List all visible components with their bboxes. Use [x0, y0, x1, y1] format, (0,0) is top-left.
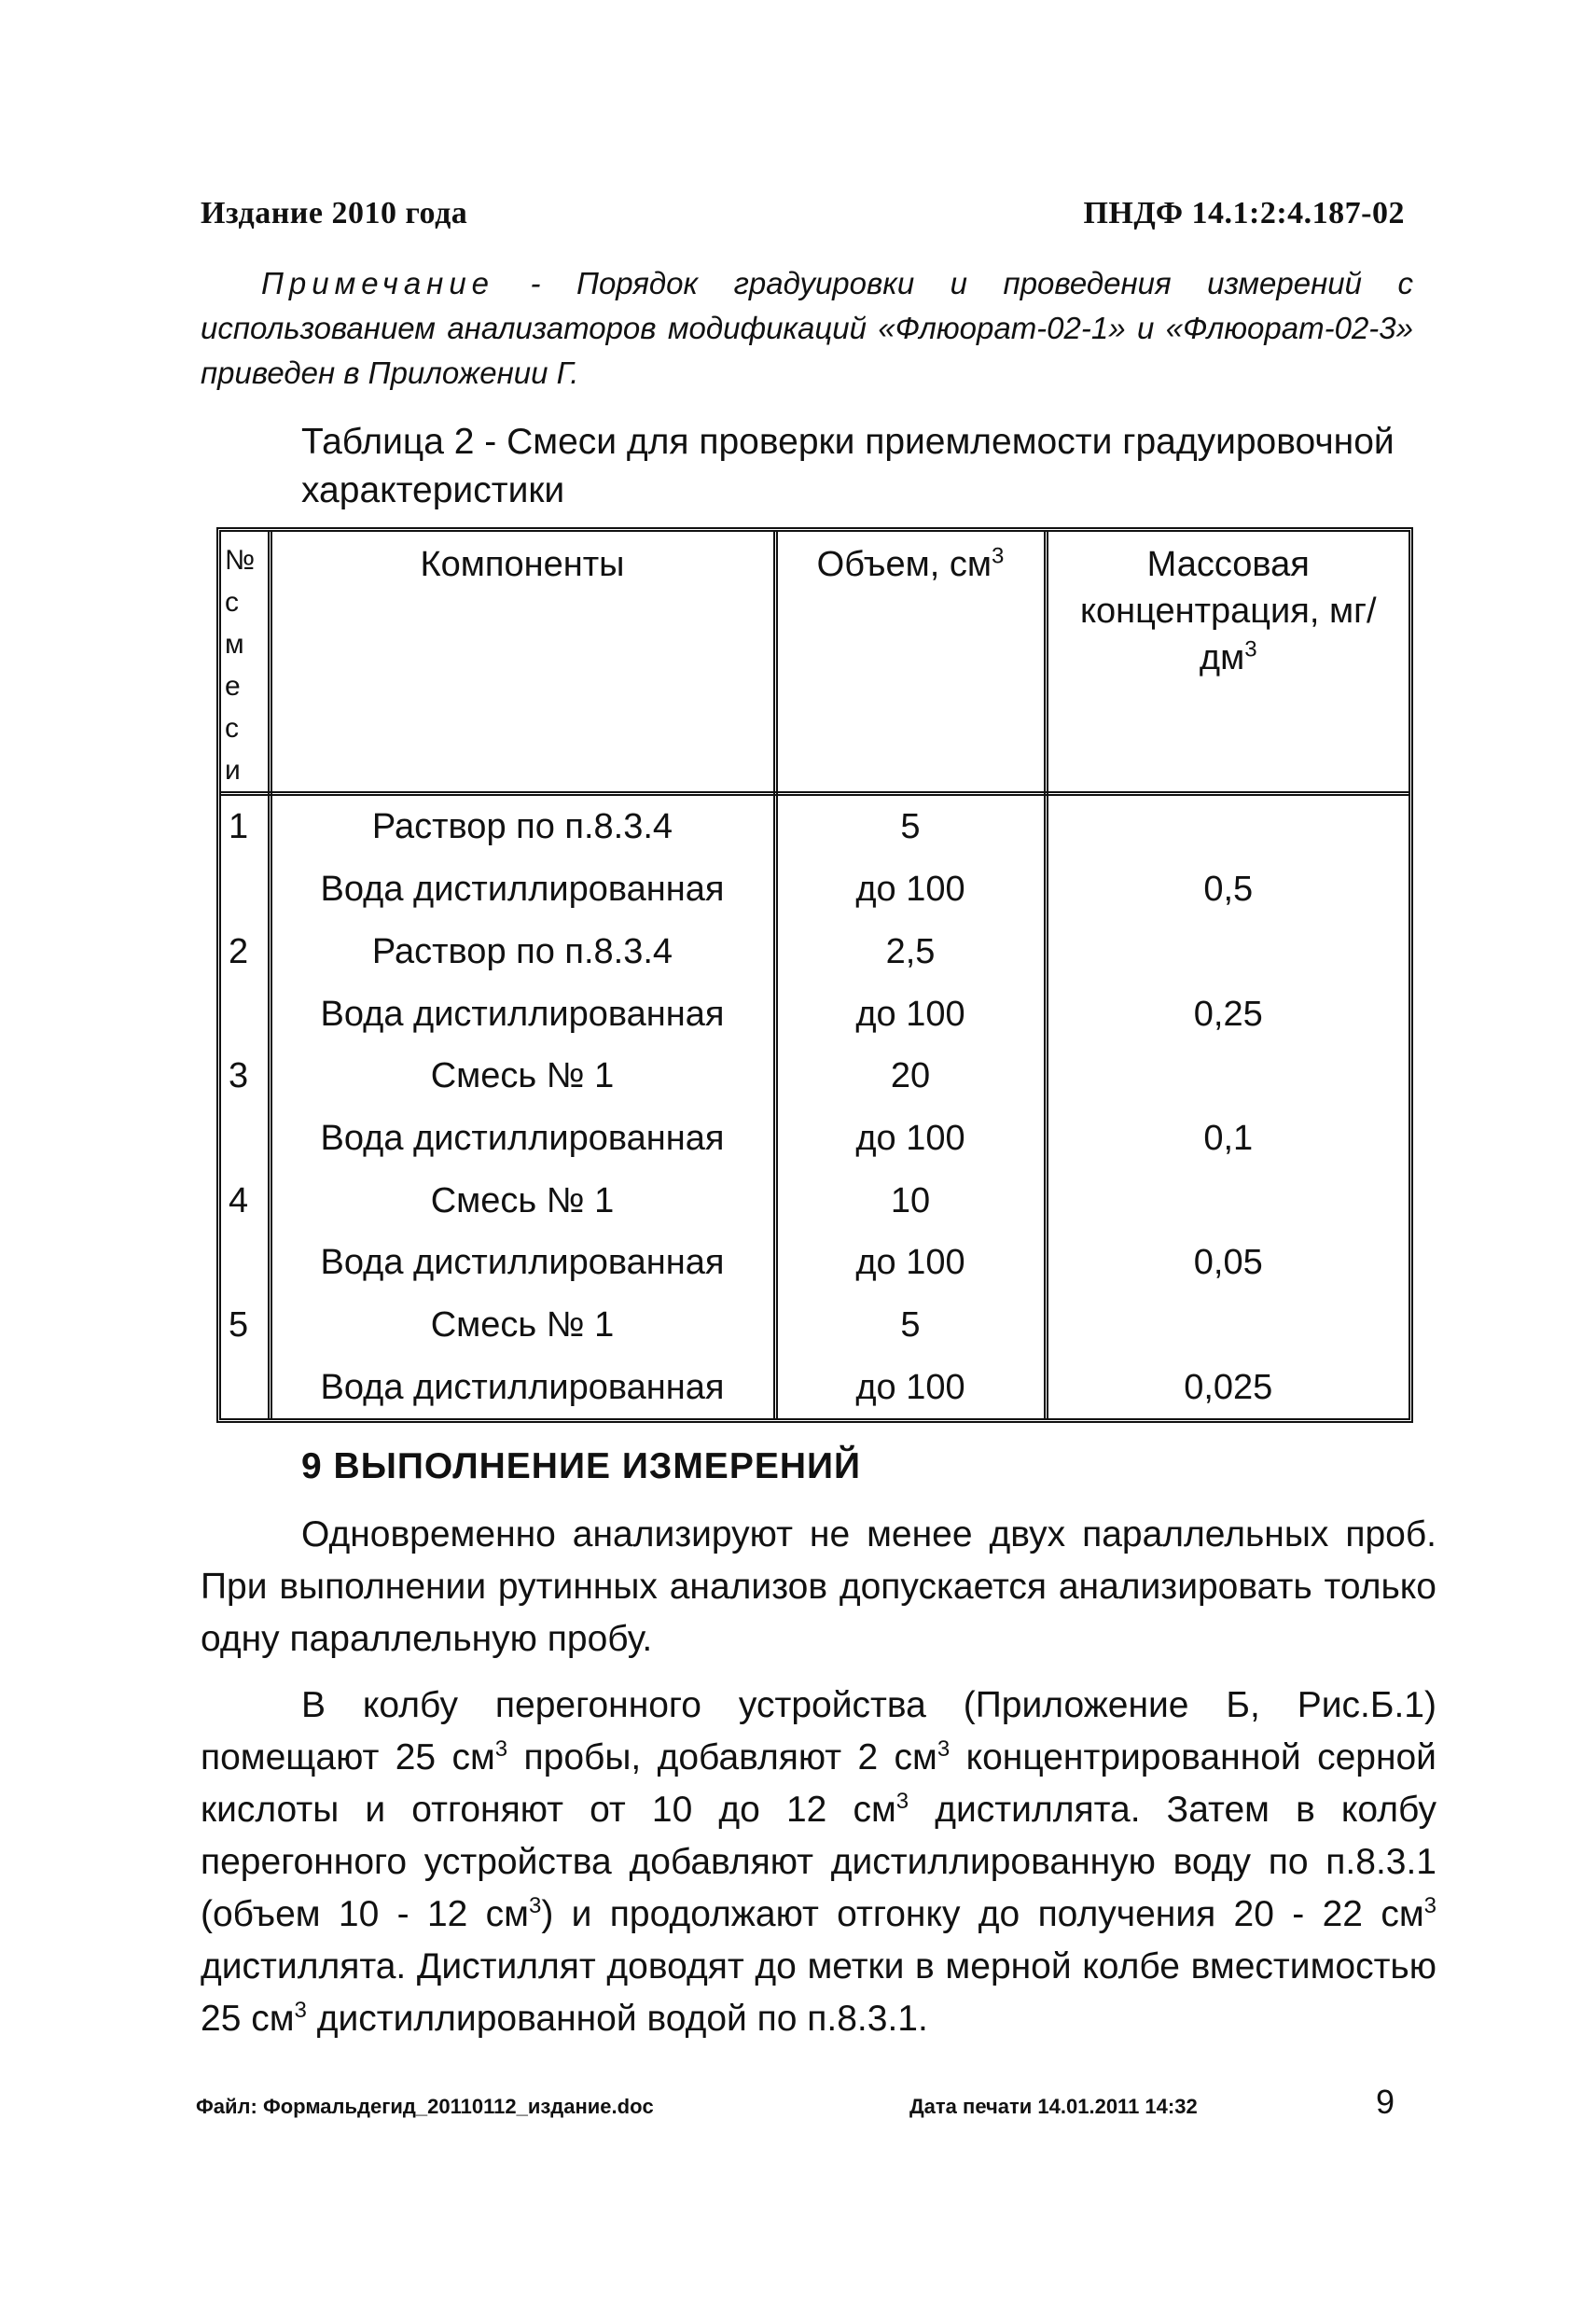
- cell-volume: до 100: [775, 1356, 1046, 1418]
- table-row: [221, 1232, 1409, 1294]
- header-num-letter: №: [225, 545, 256, 576]
- header-edition: Издание 2010 года: [201, 196, 468, 230]
- cell-volume: до 100: [775, 983, 1046, 1045]
- table-row: [221, 921, 1409, 983]
- header-doc-code: ПНДФ 14.1:2:4.187-02: [1083, 196, 1405, 230]
- table-header-row: [221, 532, 1409, 794]
- section-heading: 9 ВЫПОЛНЕНИЕ ИЗМЕРЕНИЙ: [301, 1446, 862, 1486]
- paragraph-parallel-samples: Одновременно анализируют не менее двух параллельных проб. При выполнении рутинных анализов допускается анализировать только одну параллельную пробу.: [201, 1514, 1436, 1659]
- cell-number: [221, 1108, 270, 1170]
- footer-file-name: Файл: Формальдегид_20110112_издание.doc: [196, 2095, 654, 2118]
- cell-number: [221, 983, 270, 1045]
- cell-component: Смесь № 1: [270, 1294, 775, 1357]
- cell-component: Вода дистиллированная: [270, 1356, 775, 1418]
- note-separator: -: [494, 266, 577, 300]
- cell-volume: 20: [775, 1045, 1046, 1108]
- cell-component: Смесь № 1: [270, 1169, 775, 1232]
- cell-component: Вода дистиллированная: [270, 858, 775, 921]
- header-num-letter: с: [225, 587, 239, 618]
- cell-number: 1: [221, 794, 270, 858]
- table-row: [221, 794, 1409, 858]
- note-label: Примечание: [261, 266, 495, 300]
- header-volume: Объем, $см^3$: [775, 532, 1046, 794]
- mix-table: [221, 532, 1409, 1418]
- cell-volume: 10: [775, 1169, 1046, 1232]
- table-row: [221, 1169, 1409, 1232]
- cell-component: Смесь № 1: [270, 1045, 775, 1108]
- note-paragraph: [201, 261, 1413, 396]
- cell-volume: до 100: [775, 858, 1046, 921]
- cell-concentration: [1046, 921, 1409, 983]
- note-text: Порядок градуировки и проведения измерений с использованием анализаторов модификаций «Флюорат-02-1» и «Флюорат-02-3» приведен в Приложении Г.: [201, 266, 1413, 390]
- header-components: Компоненты: [270, 532, 775, 794]
- cell-volume: до 100: [775, 1232, 1046, 1294]
- table-row: [221, 1108, 1409, 1170]
- cell-volume: до 100: [775, 1108, 1046, 1170]
- cell-concentration: 0,1: [1203, 1118, 1254, 1158]
- cell-volume: 2,5: [775, 921, 1046, 983]
- cell-concentration: [1046, 1045, 1409, 1108]
- page-number: 9: [1376, 2083, 1395, 2121]
- cell-component: Раствор по п.8.3.4: [270, 794, 775, 858]
- cell-concentration: [1046, 794, 1409, 858]
- cell-component: Вода дистиллированная: [270, 1232, 775, 1294]
- table-row: [221, 983, 1409, 1045]
- cell-component: Вода дистиллированная: [270, 1108, 775, 1170]
- table-row: [221, 1045, 1409, 1108]
- cell-number: 2: [221, 921, 270, 983]
- header-mix-number: [221, 532, 270, 794]
- table-row: [221, 1294, 1409, 1357]
- cell-concentration: 0,25: [1193, 994, 1263, 1034]
- cell-concentration: [1046, 1169, 1409, 1232]
- header-num-letter: с: [225, 713, 239, 744]
- table-caption: Таблица 2 - Смеси для проверки приемлемости градуировочной характеристики: [301, 422, 1395, 510]
- cell-number: 3: [221, 1045, 270, 1108]
- cell-volume: 5: [775, 794, 1046, 858]
- cell-volume: 5: [775, 1294, 1046, 1357]
- cell-number: [221, 1356, 270, 1418]
- header-concentration: Массовая концентрация, $мг/дм^3$: [1046, 532, 1409, 794]
- cell-number: [221, 858, 270, 921]
- cell-concentration: 0,025: [1184, 1367, 1273, 1407]
- cell-component: Раствор по п.8.3.4: [270, 921, 775, 983]
- header-num-letter: е: [225, 671, 241, 702]
- cell-number: 5: [221, 1294, 270, 1357]
- cell-component: Вода дистиллированная: [270, 983, 775, 1045]
- header-num-letter: и: [225, 755, 241, 786]
- footer-print-date: Дата печати 14.01.2011 14:32: [909, 2095, 1198, 2118]
- paragraph-distillation: В колбу перегонного устройства (Приложение Б, Рис.Б.1) помещают 25 $см^3$ пробы, добавляют 2 $см^3$ концентрированной серной кислоты и отгоняют от 10 до 12 $см^3$ дистиллята. Затем в колбу перегонного устройства добавляют дистиллированную воду по п.8.3.1 (объем 10 - 12 $см^3$) и продолжают отгонку до получения 20 - 22 $см^3$ дистиллята. Дистиллят доводят до метки в мерной колбе вместимостью 25 $см^3$ дистиллированной водой по п.8.3.1.: [201, 1685, 1436, 2039]
- table-row: [221, 858, 1409, 921]
- cell-concentration: [1046, 1294, 1409, 1357]
- mix-table-frame: [216, 527, 1413, 1423]
- cell-number: 4: [221, 1169, 270, 1232]
- cell-number: [221, 1232, 270, 1294]
- cell-concentration: 0,5: [1203, 870, 1254, 910]
- table-row: [221, 1356, 1409, 1418]
- cell-concentration: 0,05: [1193, 1243, 1263, 1283]
- header-num-letter: м: [225, 629, 244, 660]
